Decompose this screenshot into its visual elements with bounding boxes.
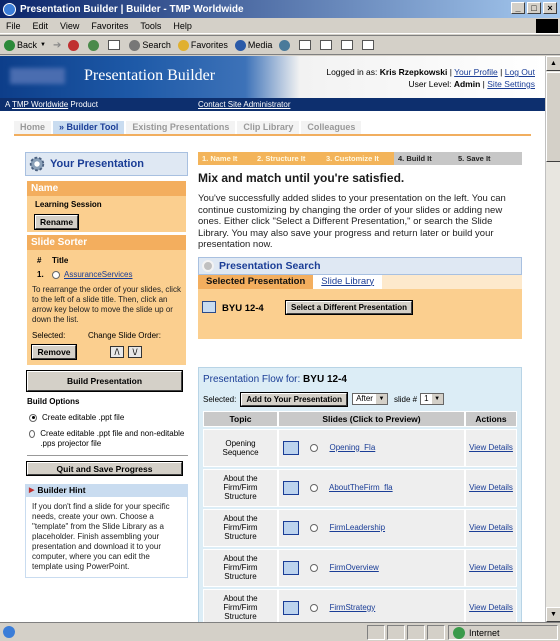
forward-button[interactable] xyxy=(53,40,61,51)
slide-num-select[interactable]: 1 ▼ xyxy=(420,393,443,405)
row-actions xyxy=(465,469,517,507)
tab-slide-library[interactable]: Slide Library xyxy=(313,275,382,289)
tab-builder-tool[interactable]: » Builder Tool xyxy=(53,121,124,134)
tab-home[interactable]: Home xyxy=(14,121,51,134)
name-heading: Name xyxy=(27,181,186,196)
quit-save-button[interactable]: Quit and Save Progress xyxy=(27,462,182,475)
your-profile-link[interactable]: Your Profile xyxy=(454,67,498,77)
flow-selected-label: Selected: xyxy=(203,394,237,404)
slide-num-label: slide # xyxy=(393,394,418,404)
build-option-ppt[interactable] xyxy=(29,413,188,422)
view-details-link[interactable]: View Details xyxy=(469,483,513,492)
select-different-presentation-button[interactable]: Select a Different Presentation xyxy=(286,301,412,314)
login-info xyxy=(326,66,535,90)
row-slide-cell xyxy=(278,429,465,467)
menu-help[interactable]: Help xyxy=(173,20,192,31)
slide-preview-link[interactable]: FirmLeadership xyxy=(329,522,386,532)
minimize-button[interactable]: _ xyxy=(511,2,525,14)
slide-radio[interactable] xyxy=(310,564,318,572)
search-icon xyxy=(129,40,140,51)
menu-bar xyxy=(0,18,560,34)
build-option-pps[interactable] xyxy=(29,429,188,449)
row-slide-cell xyxy=(278,589,465,623)
ie-icon xyxy=(3,3,16,16)
option-pps-radio[interactable] xyxy=(29,430,35,438)
slide-thumbnail-icon[interactable] xyxy=(283,521,299,535)
add-controls xyxy=(203,393,517,406)
edit-button[interactable] xyxy=(341,40,355,50)
discuss-button[interactable] xyxy=(362,40,376,50)
presentation-name: Learning Session xyxy=(35,200,102,209)
page-status-icon xyxy=(3,626,15,638)
main-content xyxy=(198,152,522,622)
back-label: Back xyxy=(17,40,38,50)
slide-thumbnail-icon[interactable] xyxy=(283,441,299,455)
sorter-instructions: To rearrange the order of your slides, click to the left of a slide title. Then, click an arrow key below to move the slide up or down the list. xyxy=(27,283,186,329)
media-label: Media xyxy=(247,40,273,50)
history-button[interactable] xyxy=(279,40,292,51)
row-topic: About the Firm/Firm Structure xyxy=(203,509,278,547)
contact-admin-link[interactable]: Contact Site Administrator xyxy=(198,100,291,109)
back-arrow-icon xyxy=(4,40,15,51)
your-presentation-header xyxy=(25,152,188,176)
tab-builder-label: Builder Tool xyxy=(66,122,119,132)
slide-preview-link[interactable]: FirmStrategy xyxy=(329,602,376,612)
web-page xyxy=(0,56,545,622)
presentation-search-header xyxy=(198,257,522,275)
search-tabs xyxy=(198,275,522,289)
selected-label: Selected: xyxy=(32,331,66,340)
col-slides: Slides (Click to Preview) xyxy=(278,411,465,427)
favorites-button[interactable] xyxy=(178,40,228,51)
sorter-row-title[interactable]: AssuranceServices xyxy=(64,270,133,279)
position-select[interactable]: After ▼ xyxy=(352,393,388,405)
builder-hint-title: Builder Hint xyxy=(37,485,86,495)
change-order-label: Change Slide Order: xyxy=(88,331,161,340)
view-details-link[interactable]: View Details xyxy=(469,603,513,612)
row-actions xyxy=(465,509,517,547)
close-button[interactable]: × xyxy=(543,2,557,14)
tab-colleagues[interactable]: Colleagues xyxy=(301,121,361,134)
presentation-flow xyxy=(198,367,522,623)
col-topic: Topic xyxy=(203,411,278,427)
app-title: Presentation Builder xyxy=(84,67,216,84)
row-actions xyxy=(465,429,517,467)
remove-button[interactable]: Remove xyxy=(32,345,76,359)
scroll-thumb[interactable] xyxy=(546,72,560,162)
selected-presentation-name: BYU 12-4 xyxy=(222,302,264,314)
row-actions xyxy=(465,589,517,623)
log-out-link[interactable]: Log Out xyxy=(504,67,535,77)
step-structure-it: 2. Structure It xyxy=(253,152,322,165)
subbar-suffix: Product xyxy=(70,100,98,109)
arrow-right-icon: ▶ xyxy=(29,487,35,494)
media-icon xyxy=(235,40,246,51)
company-link[interactable]: TMP Worldwide xyxy=(11,100,69,109)
step-customize-it: 3. Customize It xyxy=(322,152,394,165)
move-down-button[interactable]: \/ xyxy=(128,346,142,358)
option-ppt-label: Create editable .ppt file xyxy=(42,413,125,422)
option-pps-label: Create editable .ppt file and non-editable .pps projector file xyxy=(40,429,185,448)
search-section-icon xyxy=(202,260,214,272)
builder-hint-header xyxy=(25,484,188,496)
sorter-row[interactable] xyxy=(33,270,180,279)
mail-button[interactable] xyxy=(299,40,313,50)
tab-existing-presentations[interactable]: Existing Presentations xyxy=(126,121,235,134)
row-slide-cell xyxy=(278,509,465,547)
build-options-heading: Build Options xyxy=(27,397,80,406)
your-presentation-panel xyxy=(25,152,188,578)
user-level-label: User Level: xyxy=(408,79,452,89)
history-icon xyxy=(279,40,290,51)
security-zone xyxy=(448,625,558,640)
scroll-up-button[interactable]: ▲ xyxy=(546,56,560,71)
media-button[interactable] xyxy=(235,40,273,51)
flow-presentation-name: BYU 12-4 xyxy=(303,373,347,385)
progress-steps xyxy=(198,152,522,165)
presentation-icon xyxy=(202,301,216,313)
search-label: Search xyxy=(142,40,171,50)
status-bar xyxy=(0,622,560,641)
sorter-col-title: Title xyxy=(52,256,69,265)
row-actions xyxy=(465,549,517,587)
slide-sorter-heading: Slide Sorter xyxy=(27,235,186,250)
home-icon xyxy=(108,40,120,50)
your-presentation-title: Your Presentation xyxy=(50,158,144,170)
windows-logo-icon xyxy=(536,19,558,33)
slide-thumbnail-icon[interactable] xyxy=(283,601,299,615)
slide-preview-link[interactable]: Opening_Fla xyxy=(329,442,376,452)
table-row xyxy=(203,469,517,507)
table-row xyxy=(203,509,517,547)
row-slide-cell xyxy=(278,469,465,507)
refresh-icon xyxy=(88,40,99,51)
main-tabs xyxy=(14,122,531,136)
back-button[interactable] xyxy=(4,40,46,51)
add-to-presentation-button[interactable]: Add to Your Presentation xyxy=(241,393,347,406)
discuss-icon xyxy=(362,40,374,50)
stop-icon xyxy=(68,40,79,51)
menu-view[interactable]: View xyxy=(60,20,80,31)
slide-preview-link[interactable]: FirmOverview xyxy=(329,562,379,572)
site-settings-link[interactable]: Site Settings xyxy=(487,79,535,89)
page-description: You've successfully added slides to your presentation on the left. You can continue customizing by changing the order of your slides or adding new ones. Either click "Select a Different Presentation," or search the Slide Library. You may also save your progress and return later or build your presentation now. xyxy=(198,193,506,250)
edit-icon xyxy=(341,40,353,50)
user-name: Kris Rzepkowski xyxy=(379,67,448,77)
separator: | xyxy=(482,79,485,89)
window-titlebar xyxy=(0,0,560,18)
globe-icon xyxy=(453,627,465,639)
row-topic: Opening Sequence xyxy=(203,429,278,467)
name-section xyxy=(27,196,186,232)
favorites-label: Favorites xyxy=(190,40,228,50)
tab-clip-library[interactable]: Clip Library xyxy=(237,121,299,134)
slide-radio[interactable] xyxy=(310,524,318,532)
user-level: Admin xyxy=(453,79,481,89)
browser-toolbar xyxy=(0,35,560,55)
status-cell xyxy=(427,625,445,640)
row-topic: About the Firm/Firm Structure xyxy=(203,469,278,507)
print-button[interactable] xyxy=(320,40,334,50)
chevron-down-icon: ▼ xyxy=(40,42,46,48)
slide-preview-link[interactable]: AboutTheFirm_fla xyxy=(329,482,393,492)
row-topic: About the Firm/Firm Structure xyxy=(203,589,278,623)
window-title: Presentation Builder | Builder - TMP Worldwide xyxy=(20,3,244,15)
menu-file[interactable]: File xyxy=(6,20,21,31)
slide-thumbnail-icon[interactable] xyxy=(283,481,299,495)
rename-button[interactable]: Rename xyxy=(35,215,78,229)
stop-button[interactable] xyxy=(68,40,81,51)
forward-arrow-icon: ➔ xyxy=(52,39,62,51)
table-row xyxy=(203,589,517,623)
vertical-scrollbar[interactable] xyxy=(545,56,560,622)
col-actions: Actions xyxy=(465,411,517,427)
scroll-down-button[interactable]: ▼ xyxy=(546,607,560,622)
option-ppt-radio[interactable] xyxy=(29,414,37,422)
page-title: Mix and match until you're satisfied. xyxy=(198,171,405,185)
menu-favorites[interactable]: Favorites xyxy=(91,20,129,31)
menu-edit[interactable]: Edit xyxy=(32,20,49,31)
flow-title xyxy=(203,374,517,385)
home-button[interactable] xyxy=(108,40,122,50)
star-icon xyxy=(178,40,189,51)
print-icon xyxy=(320,40,332,50)
step-save-it: 5. Save It xyxy=(454,152,522,165)
flow-label: Presentation Flow for: xyxy=(203,373,301,385)
step-build-it: 4. Build It xyxy=(394,152,454,165)
subbar-prefix: A xyxy=(5,100,10,109)
logged-in-label: Logged in as: xyxy=(326,67,378,77)
sorter-controls xyxy=(27,329,186,365)
slide-sorter-section xyxy=(27,250,186,283)
move-up-button[interactable]: /\ xyxy=(110,346,124,358)
refresh-button[interactable] xyxy=(88,40,101,51)
view-details-link[interactable]: View Details xyxy=(469,563,513,572)
sub-header xyxy=(0,98,545,111)
separator: | xyxy=(449,67,452,77)
sorter-col-num: # xyxy=(37,256,42,265)
status-cell xyxy=(387,625,405,640)
flow-table xyxy=(203,409,517,623)
mail-icon xyxy=(299,40,311,50)
slide-radio[interactable] xyxy=(310,444,318,452)
tab-selected-presentation[interactable]: Selected Presentation xyxy=(198,275,313,289)
search-button[interactable] xyxy=(129,40,171,51)
sorter-row-num: 1. xyxy=(37,270,44,279)
zone-label: Internet xyxy=(469,627,500,638)
slide-radio[interactable] xyxy=(310,484,318,492)
menu-tools[interactable]: Tools xyxy=(140,20,162,31)
gear-icon xyxy=(28,155,46,173)
row-slide-cell xyxy=(278,549,465,587)
step-name-it: 1. Name It xyxy=(198,152,253,165)
company-logo xyxy=(10,68,65,84)
builder-hint-text: If you don't find a slide for your specific needs, create your own. Choose a "template" from the Slide Library as a placeholder. Finish assembling your presentation and download it to your computer, where you can edit the template using PowerPoint. xyxy=(25,496,188,578)
selected-presentation-body xyxy=(198,289,522,339)
maximize-button[interactable]: □ xyxy=(527,2,541,14)
slide-radio[interactable] xyxy=(310,604,318,612)
build-presentation-button[interactable]: Build Presentation xyxy=(27,371,182,391)
slide-thumbnail-icon[interactable] xyxy=(283,561,299,575)
status-cell xyxy=(367,625,385,640)
presentation-search-title: Presentation Search xyxy=(219,259,321,272)
view-details-link[interactable]: View Details xyxy=(469,443,513,452)
view-details-link[interactable]: View Details xyxy=(469,523,513,532)
sorter-row-radio[interactable] xyxy=(52,271,60,279)
row-topic: About the Firm/Firm Structure xyxy=(203,549,278,587)
table-row xyxy=(203,549,517,587)
status-cell xyxy=(407,625,425,640)
separator: | xyxy=(500,67,503,77)
table-row xyxy=(203,429,517,467)
site-header xyxy=(0,56,545,98)
